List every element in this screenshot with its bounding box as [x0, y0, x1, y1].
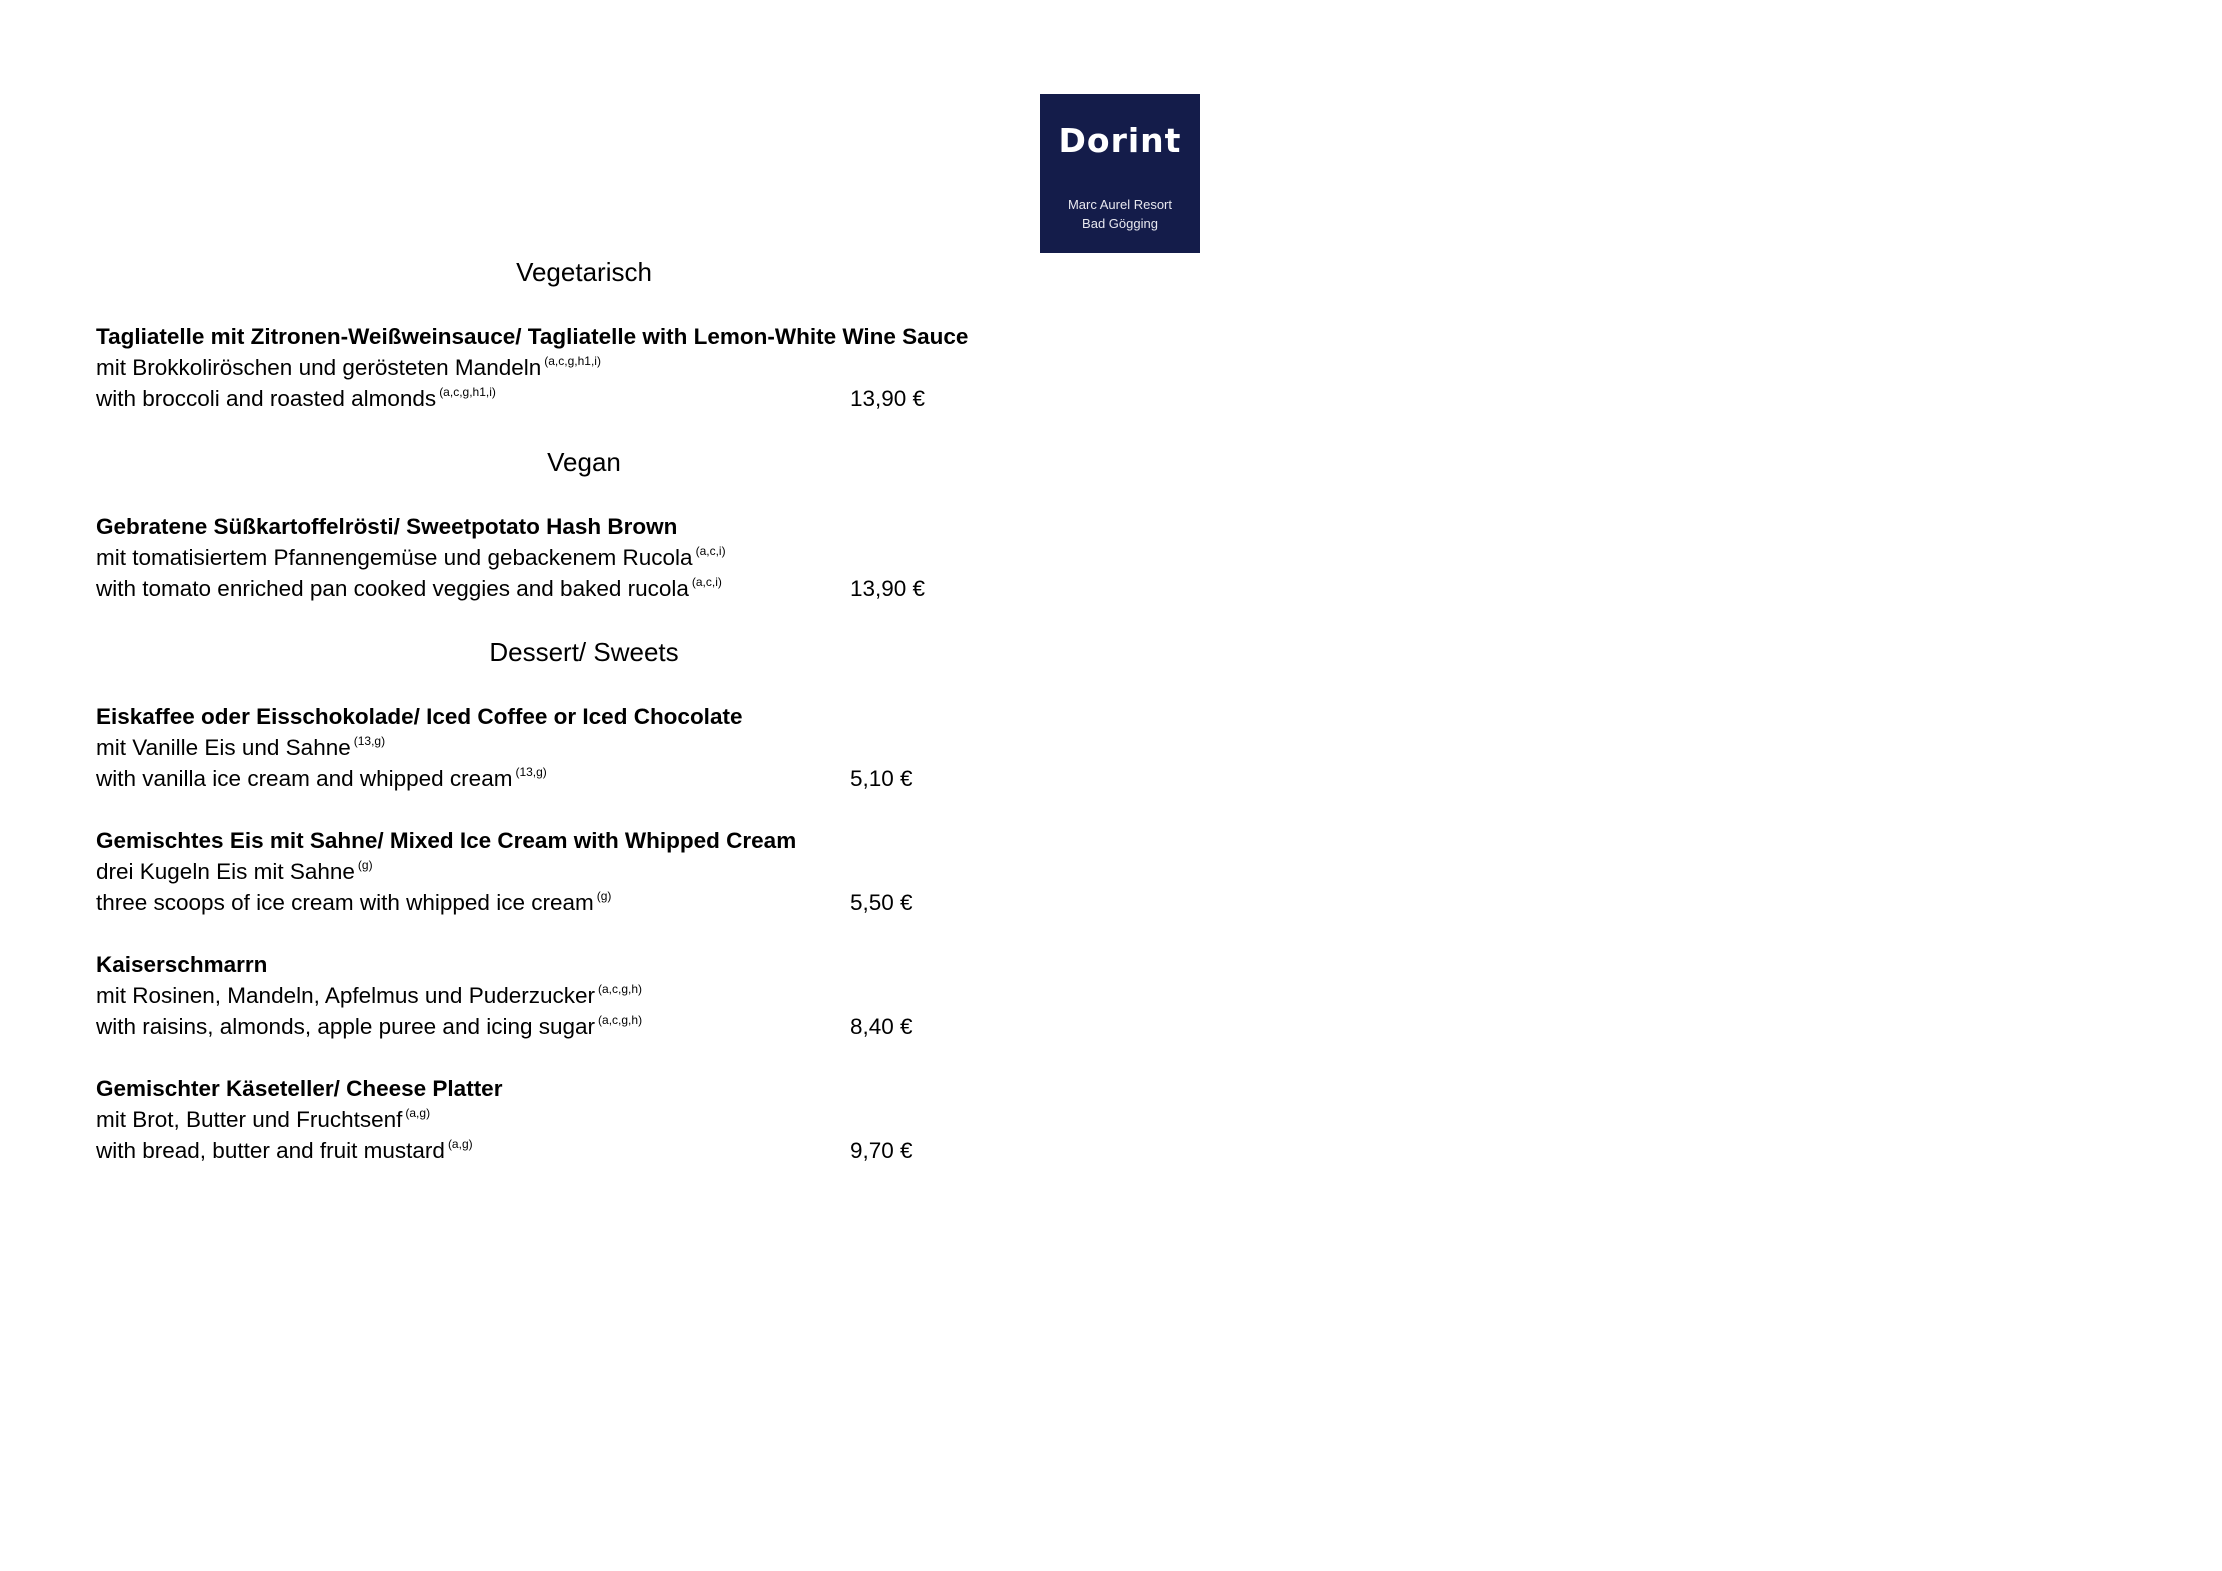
menu-item-title: Gebratene Süßkartoffelrösti/ Sweetpotato Hash Brown: [96, 514, 678, 539]
description-text: mit Brokkoliröschen und gerösteten Mandeln: [96, 355, 542, 380]
description-text: three scoops of ice cream with whipped ice cream: [96, 890, 594, 915]
logo-brand-name: Dorint: [1058, 121, 1182, 160]
menu-item-description-en: [96, 1137, 473, 1168]
allergen-codes: (g): [357, 858, 373, 872]
description-text: mit tomatisiertem Pfannengemüse und gebackenem Rucola: [96, 545, 693, 570]
allergen-codes: (13,g): [515, 765, 547, 779]
logo-location: Bad Gögging: [1082, 216, 1158, 231]
allergen-codes: (a,c,g,h): [598, 982, 643, 996]
menu-item-price: 8,40 €: [850, 1014, 913, 1039]
menu-item-price: 13,90 €: [850, 576, 926, 601]
section-title-vegan: Vegan: [547, 447, 621, 477]
menu-item-description-en: [96, 889, 611, 920]
menu-item-price: 5,50 €: [850, 890, 913, 915]
menu-item-description-en: [96, 1013, 642, 1044]
menu-item-title: Gemischtes Eis mit Sahne/ Mixed Ice Cream with Whipped Cream: [96, 828, 797, 853]
description-text: with tomato enriched pan cooked veggies and baked rucola: [96, 576, 689, 601]
allergen-codes: (a,c,g,h1,i): [544, 354, 601, 368]
allergen-codes: (a,g): [405, 1106, 431, 1120]
menu-item-description-de: [96, 1106, 430, 1137]
description-text: drei Kugeln Eis mit Sahne: [96, 859, 355, 884]
menu-item-description-de: [96, 734, 385, 765]
menu-item-description-de: [96, 544, 726, 575]
allergen-codes: (13,g): [353, 734, 386, 748]
description-text: with raisins, almonds, apple puree and icing sugar: [96, 1014, 596, 1039]
description-text: mit Vanille Eis und Sahne: [96, 735, 351, 760]
allergen-codes: (a,c,i): [691, 575, 722, 589]
menu-item-price: 13,90 €: [850, 386, 926, 411]
description-text: with vanilla ice cream and whipped cream: [96, 766, 513, 791]
description-text: mit Rosinen, Mandeln, Apfelmus und Puderzucker: [96, 983, 596, 1008]
menu-item-title: Kaiserschmarrn: [96, 952, 268, 977]
description-text: mit Brot, Butter und Fruchtsenf: [96, 1107, 403, 1132]
description-text: with broccoli and roasted almonds: [96, 386, 437, 411]
menu-item-description-de: [96, 354, 601, 385]
menu-item-description-de: [96, 982, 642, 1013]
menu-item-price: 9,70 €: [850, 1138, 913, 1163]
section-title-vegetarisch: Vegetarisch: [516, 257, 652, 287]
menu-item-description-en: [96, 575, 722, 606]
dorint-logo: [1040, 94, 1200, 253]
menu-item-description-en: [96, 385, 496, 416]
allergen-codes: (a,c,i): [695, 544, 726, 558]
menu-item-title: Tagliatelle mit Zitronen-Weißweinsauce/ Tagliatelle with Lemon-White Wine Sauce: [96, 324, 969, 349]
menu-item-description-en: [96, 765, 547, 796]
allergen-codes: (g): [596, 889, 612, 903]
logo-resort-name: Marc Aurel Resort: [1067, 197, 1173, 212]
menu-item-description-de: [96, 858, 373, 889]
allergen-codes: (a,c,g,h): [598, 1013, 643, 1027]
allergen-codes: (a,g): [447, 1137, 473, 1151]
description-text: with bread, butter and fruit mustard: [96, 1138, 445, 1163]
menu-item-title: Eiskaffee oder Eisschokolade/ Iced Coffee or Iced Chocolate: [96, 704, 743, 729]
menu-item-title: Gemischter Käseteller/ Cheese Platter: [96, 1076, 503, 1101]
menu-item-price: 5,10 €: [850, 766, 913, 791]
allergen-codes: (a,c,g,h1,i): [439, 385, 496, 399]
section-title-dessert: Dessert/ Sweets: [489, 637, 679, 667]
